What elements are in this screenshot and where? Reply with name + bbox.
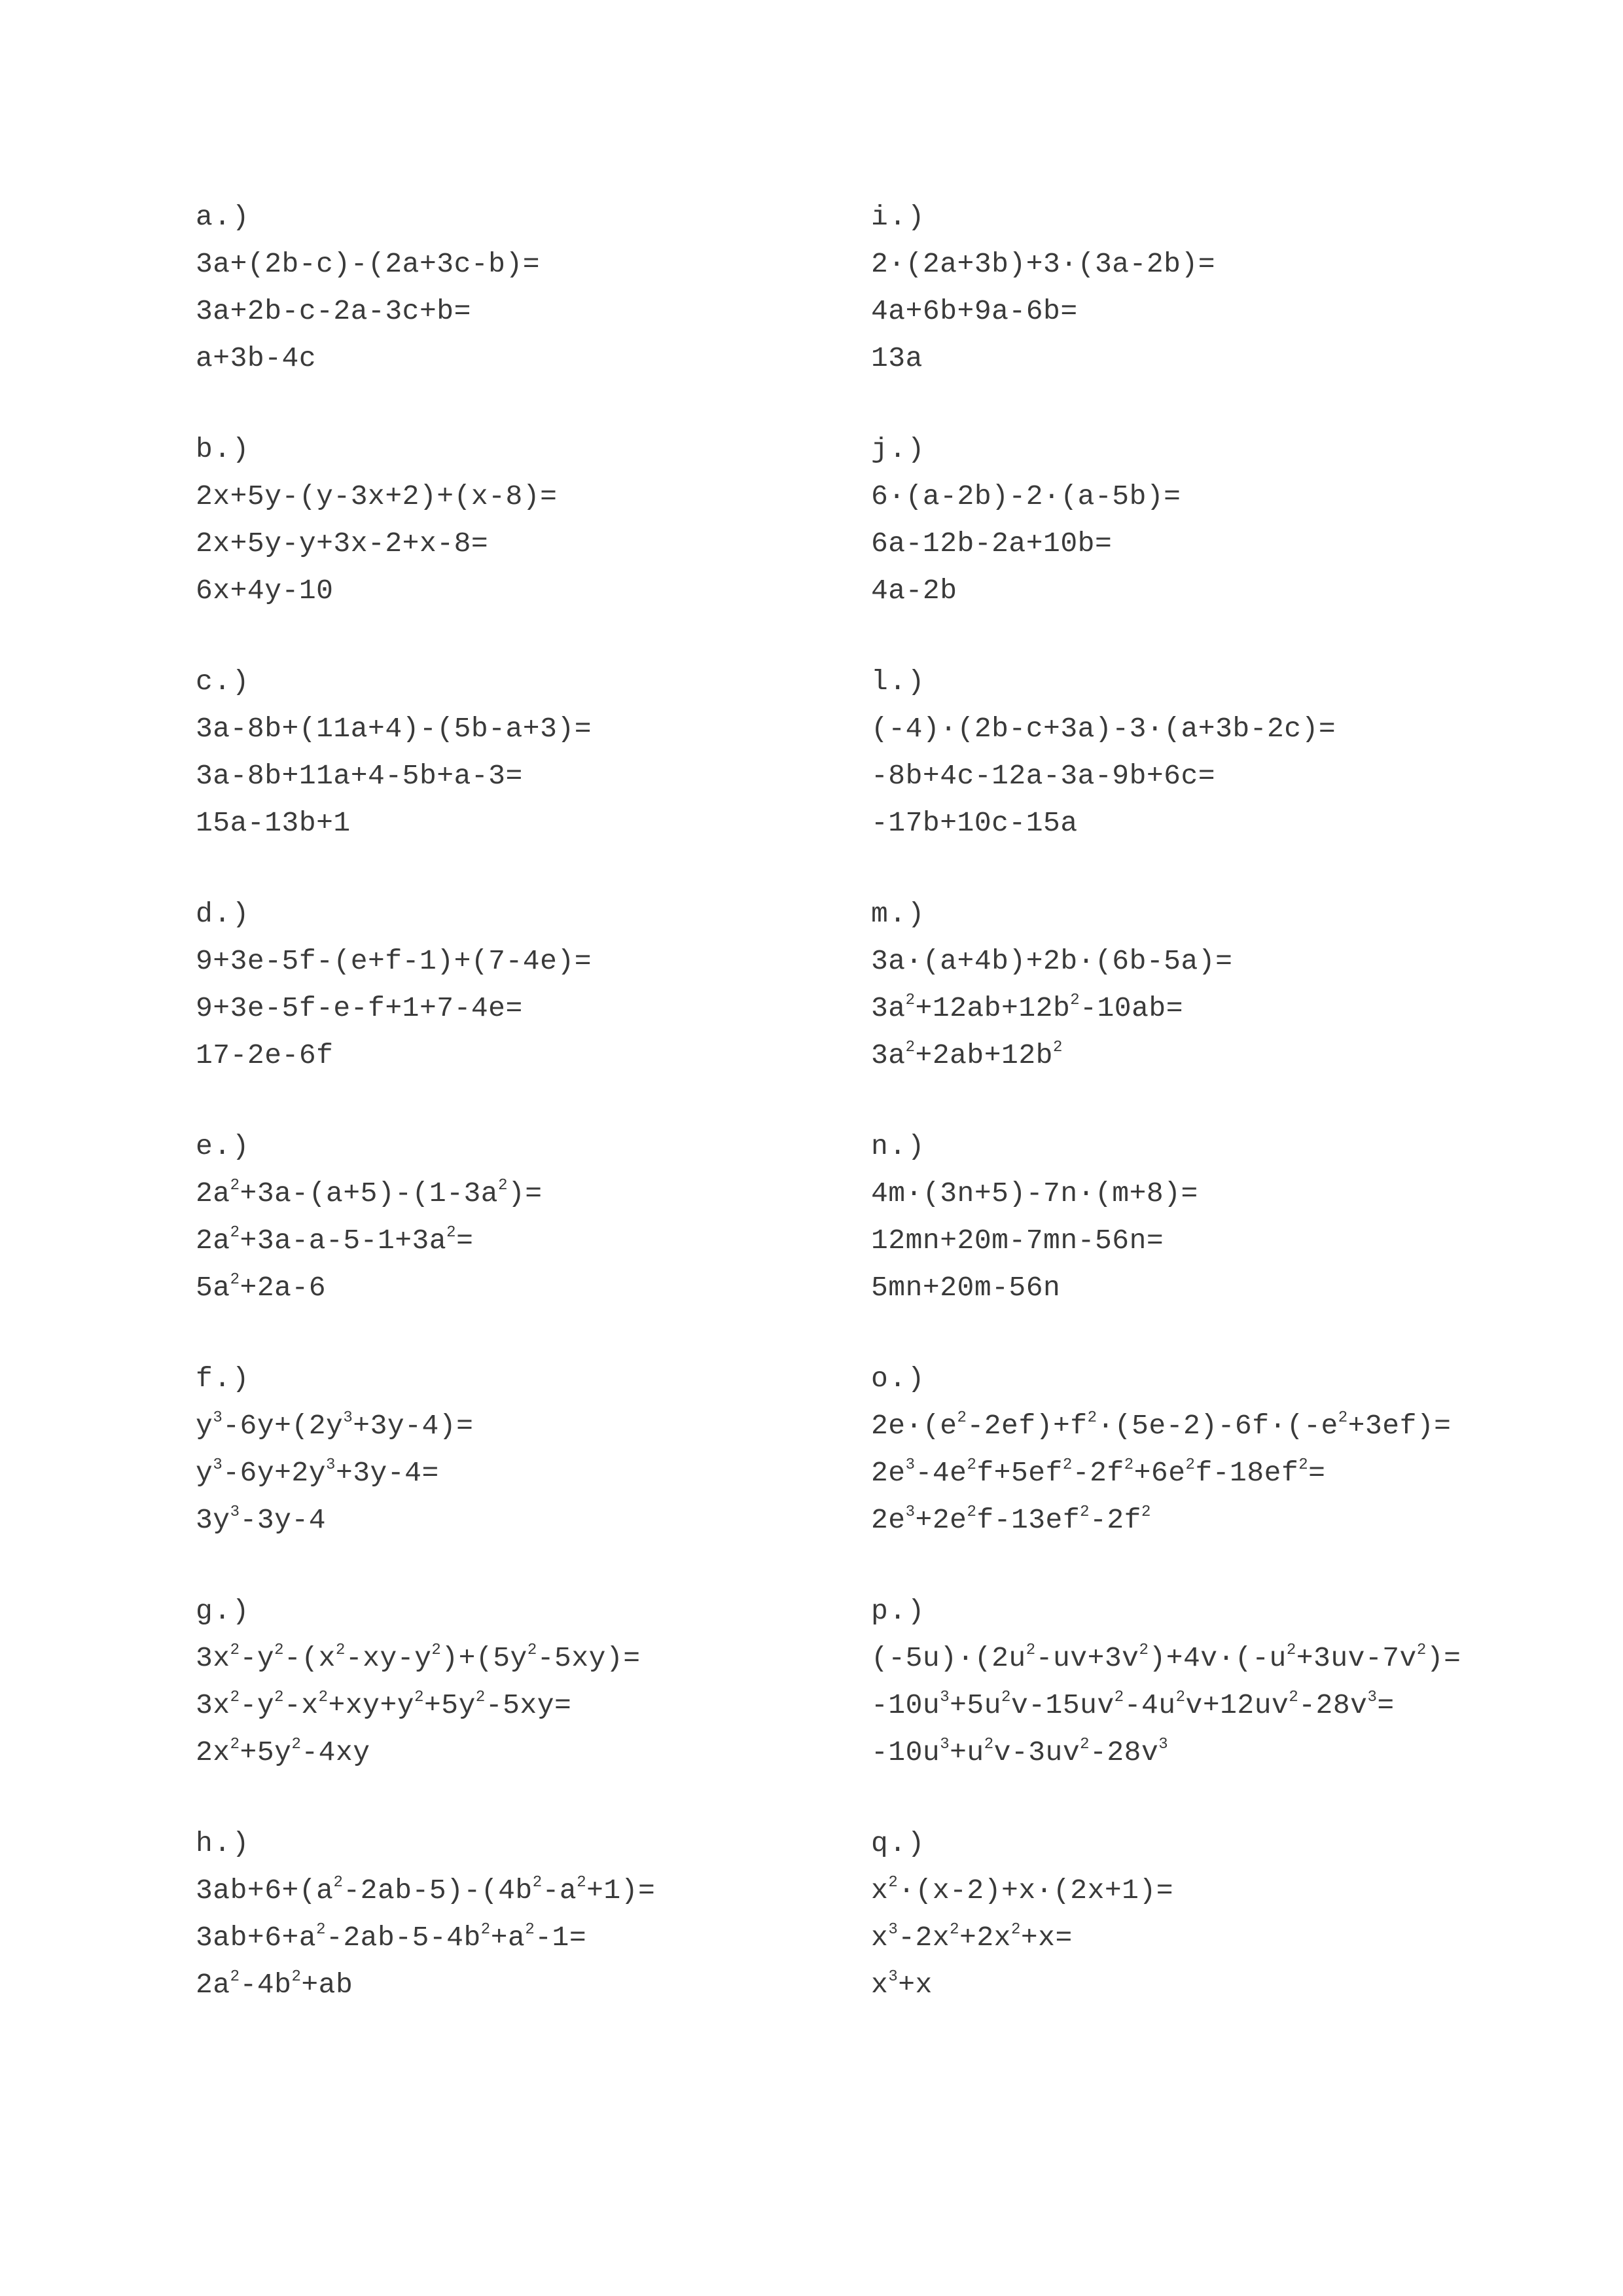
- expression-line: 9+3e-5f-(e+f-1)+(7-4e)=: [196, 945, 592, 977]
- problem-block: [196, 658, 850, 891]
- problem-block: [871, 891, 1525, 1123]
- problem-label: c.): [196, 666, 251, 698]
- expression-line: 2x+5y-(y-3x+2)+(x-8)=: [196, 480, 558, 512]
- result-line: 17-2e-6f: [196, 1039, 334, 1071]
- result-line: $5a^2+2a-6$: [196, 1271, 327, 1304]
- problem-block: [871, 658, 1525, 891]
- problem-label: b.): [196, 433, 251, 465]
- problem-label: n.): [871, 1130, 926, 1162]
- problem-label: j.): [871, 433, 926, 465]
- problem-block: [196, 1588, 850, 1820]
- problem-block: [871, 1820, 1525, 2053]
- result-line: $2e^3+2e^2f-13ef^2-2f^2$: [871, 1503, 1151, 1536]
- problem-block: [871, 1588, 1525, 1820]
- expression-line: $-10u^3+5u^2v-15uv^2-4u^2v+12uv^2-28v^3=$: [871, 1689, 1395, 1721]
- expression-line: 12mn+20m-7mn-56n=: [871, 1225, 1164, 1257]
- expression-line: $3a^2+12ab+12b^2-10ab=$: [871, 992, 1183, 1024]
- expression-line: 3a+(2b-c)-(2a+3c-b)=: [196, 248, 541, 280]
- expression-line: (-4)·(2b-c+3a)-3·(a+3b-2c)=: [871, 713, 1336, 745]
- expression-line: $3ab+6+a^2-2ab-5-4b^2+a^2-1=$: [196, 1921, 587, 1954]
- problem-block: [196, 426, 850, 658]
- result-line: $3a^2+2ab+12b^2$: [871, 1039, 1063, 1071]
- expression-line: 9+3e-5f-e-f+1+7-4e=: [196, 992, 523, 1024]
- expression-line: 6·(a-2b)-2·(a-5b)=: [871, 480, 1181, 512]
- problem-block: [196, 891, 850, 1123]
- problem-block: [871, 426, 1525, 658]
- problem-block: [196, 1355, 850, 1588]
- result-line: $-10u^3+u^2v-3uv^2-28v^3$: [871, 1736, 1169, 1768]
- result-line: -17b+10c-15a: [871, 807, 1078, 839]
- problem-block: [871, 1123, 1525, 1355]
- expression-line: $3ab+6+(a^2-2ab-5)-(4b^2-a^2+1)=$: [196, 1874, 656, 1907]
- expression-line: $2e^3-4e^2f+5ef^2-2f^2+6e^2f-18ef^2=$: [871, 1456, 1326, 1489]
- problem-label: p.): [871, 1595, 926, 1627]
- result-line: $3y^3-3y-4$: [196, 1503, 327, 1536]
- expression-line: $3x^2-y^2-(x^2-xy-y^2)+(5y^2-5xy)=$: [196, 1641, 641, 1674]
- problem-label: g.): [196, 1595, 251, 1627]
- expression-line: 6a-12b-2a+10b=: [871, 528, 1113, 560]
- problem-label: d.): [196, 898, 251, 930]
- result-line: 4a-2b: [871, 575, 957, 607]
- result-line: $2a^2-4b^2+ab$: [196, 1968, 353, 2001]
- problem-label: h.): [196, 1827, 251, 1859]
- expression-line: $(-5u)\cdot(2u^2-uv+3v^2)+4v\cdot(-u^2+3uv-7v^2)=$: [871, 1641, 1461, 1674]
- expression-line: 3a+2b-c-2a-3c+b=: [196, 295, 471, 327]
- problem-block: [196, 1820, 850, 2053]
- problem-label: i.): [871, 201, 926, 233]
- expression-line: $y^3-6y+2y^3+3y-4=$: [196, 1456, 439, 1489]
- expression-line: 4a+6b+9a-6b=: [871, 295, 1078, 327]
- problem-block: [871, 1355, 1525, 1588]
- expression-line: 2x+5y-y+3x-2+x-8=: [196, 528, 489, 560]
- expression-line: $x^2\cdot(x-2)+x\cdot(2x+1)=$: [871, 1874, 1174, 1907]
- result-line: $2x^2+5y^2-4xy$: [196, 1736, 370, 1768]
- expression-line: $3x^2-y^2-x^2+xy+y^2+5y^2-5xy=$: [196, 1689, 572, 1721]
- expression-line: 4m·(3n+5)-7n·(m+8)=: [871, 1177, 1198, 1210]
- result-line: 13a: [871, 342, 923, 374]
- expression-line: 3a·(a+4b)+2b·(6b-5a)=: [871, 945, 1233, 977]
- problem-label: f.): [196, 1363, 251, 1395]
- right-column: [871, 194, 1525, 2053]
- problem-label: a.): [196, 201, 251, 233]
- problem-block: [196, 194, 850, 426]
- expression-line: 3a-8b+11a+4-5b+a-3=: [196, 760, 523, 792]
- expression-line: -8b+4c-12a-3a-9b+6c=: [871, 760, 1216, 792]
- expression-line: $2a^2+3a-a-5-1+3a^2=$: [196, 1224, 474, 1257]
- expression-line: $2e\cdot(e^2-2ef)+f^2\cdot(5e-2)-6f\cdot(-e^2+3ef)=$: [871, 1409, 1452, 1442]
- expression-line: 3a-8b+(11a+4)-(5b-a+3)=: [196, 713, 592, 745]
- problem-label: m.): [871, 898, 926, 930]
- problem-label: q.): [871, 1827, 926, 1859]
- left-column: [196, 194, 850, 2053]
- expression-line: $x^3-2x^2+2x^2+x=$: [871, 1921, 1073, 1954]
- result-line: $x^3+x$: [871, 1968, 933, 2001]
- result-line: a+3b-4c: [196, 342, 317, 374]
- problem-label: e.): [196, 1130, 251, 1162]
- problem-block: [196, 1123, 850, 1355]
- result-line: 5mn+20m-56n: [871, 1272, 1061, 1304]
- problem-label: o.): [871, 1363, 926, 1395]
- problem-block: [871, 194, 1525, 426]
- expression-line: $2a^2+3a-(a+5)-(1-3a^2)=$: [196, 1177, 543, 1210]
- expression-line: 2·(2a+3b)+3·(3a-2b)=: [871, 248, 1216, 280]
- result-line: 15a-13b+1: [196, 807, 351, 839]
- expression-line: $y^3-6y+(2y^3+3y-4)=$: [196, 1409, 474, 1442]
- problem-label: l.): [871, 666, 926, 698]
- result-line: 6x+4y-10: [196, 575, 334, 607]
